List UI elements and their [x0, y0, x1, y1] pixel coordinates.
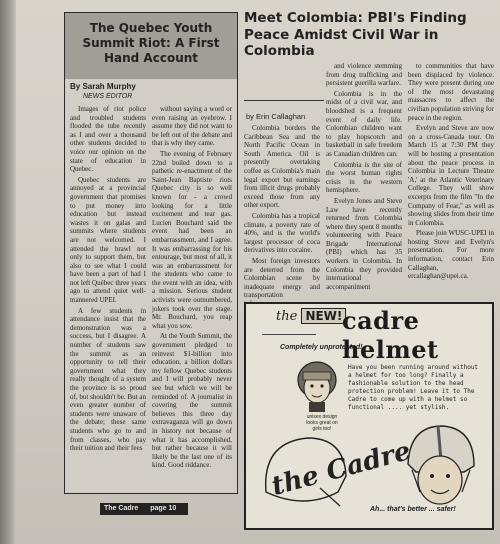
ad-the-new — [276, 309, 346, 324]
page-footer — [100, 503, 188, 515]
publication-name: The Cadre — [104, 505, 139, 512]
paragraph: Colombia borders the Caribbean Sea and the North Pacific Ocean in South America. Oil is presently overtaking coffee as Colombia's main legal export but earnings from illicit drugs probably exceed those from any other export. — [244, 124, 320, 210]
ad-ribbon — [262, 334, 316, 343]
paragraph: At the Youth Summit, the government pledged to reinvest $1-billion into education, a billion dollars my fellow Quebec students and I will probably never see but which we will be reminded of. A journalist in covering the summit believes this three day extravaganza will go down in history not because of what it has accomplished, but rather because it will likely be the last one of its kind. Good riddance. — [152, 332, 232, 470]
paragraph: The evening of February 22nd boiled down to a pathetic re-enactment of the Saint-Jean Baptiste riots Quebec city is so well known for - a crowd looking for a little excitement and tear gas. Lucien Bouchard said the event had been an embarrassment, and I agree. It was embarrassing for his entourage, but most of all, it was an embarrassment for the students who came to the event with an idea, with a mission. Serious student activists were outnumbered, jokers took over the stage. Mr. Bouchard, you reap what you sow. — [152, 149, 232, 330]
right-article-title: Meet Colombia: PBI's Finding Peace Amidst Civil War in Colombia — [244, 10, 467, 59]
page-binding-edge — [0, 0, 16, 544]
left-article-role: NEWS EDITOR — [83, 93, 133, 100]
girl-helmet-illustration — [294, 358, 340, 412]
paragraph: Evelyn Jones and Steve Law have recently returned from Colombia where they spent 8 months volunteering with Peace Brigade International (PBI) which has 35 workers in Colombia. In Colombia they provided international accompaniment — [326, 196, 402, 291]
page-number: page 10 — [150, 505, 177, 512]
left-article-column-2 — [152, 105, 232, 489]
paragraph: Quebec students are annoyed at a provincial government that promises to put money into education but instead wastes it on galas and summits where students are not welcomed. I attended the brawl not only to support them, but also to see what I could have been a part of had I not left Québec three years ago to attend quiet well-mannered UPEI. — [70, 175, 146, 305]
right-article-byline: by Erin Callaghan — [246, 112, 306, 121]
paragraph: and violence stemming from drug trafficking and persistent guerilla warfare. — [326, 62, 402, 88]
left-headline-panel — [65, 13, 237, 79]
byline-rule — [244, 100, 324, 101]
left-article-box — [64, 12, 238, 494]
paragraph: to communities that have been displaced by violence. They were present during one of the most devastating massacres to affect the civilian population striving for peace in the region. — [408, 62, 494, 122]
ad-product-name: cadre helmet — [342, 306, 439, 364]
left-article-column-1 — [70, 105, 146, 489]
ad-tagline: Completely unprotected! — [280, 344, 363, 351]
left-article-title: The Quebec Youth Summit Riot: A First Hand Account — [82, 21, 220, 65]
ad-caption: unisex design looks great on girls too! — [306, 414, 338, 432]
paragraph: Most foreign investors are deterred from the Colombian scene by inadequate energy and transportation — [244, 256, 320, 300]
right-article-column-2 — [326, 62, 402, 296]
left-article-byline: By Sarah Murphy — [70, 82, 136, 91]
paragraph: A few students in attendance insist that the demonstration was a success, but I disagree. A number of students saw the summit as an opportunity to tell their government what they really thought of a system the province is so proud of, but shouldn't be. But an even greater number of students were unaware of the debate; these same students who go to and from classes, who pay their tuition and their fees — [70, 306, 146, 453]
right-article-column-1 — [244, 124, 320, 300]
paragraph: Evelyn and Steve are now on a cross-Canada tour. On March 15 at 7:30 PM they will be hosting a presentation about the peace process in Colombia in Lecture Theatre 'A,' at the Atlantic Veterinary College. They will show excerpts from the film "In the Company of Fear," as well as showing slides from their time in Colombia. — [408, 124, 494, 227]
paragraph: without saying a word or even raising an eyebrow. I assume they did not want to be left out of the debate and that is why they came. — [152, 105, 232, 148]
paragraph: Please join WUSC-UPEI in hosting Steve and Evelyn's presentation. For more information, contact Erin Callaghan, ercallaghan@upei.ca. — [408, 229, 494, 281]
paragraph: Images of riot police and troubled students flooded the tube recently as I and over a thousand other students decided to voice our opinion on the state of education in Quebec. — [70, 105, 146, 174]
right-article-column-3 — [408, 62, 494, 296]
cadre-helmet-ad — [244, 302, 494, 530]
ad-pitch: Have you been running around without a helmet for too long? Finally a fashionable solution to the head protection problem! Leave it to The Cadre to come up with a helmet so functional .... yet stylish. — [348, 364, 479, 411]
ad-new-badge: NEW! — [301, 308, 346, 324]
paragraph: Colombia is in the midst of a civil war, and bloodshed is a frequent event of daily life. Colombian children want to play hopscotch and basketball in safe freedom as Canadian children can. — [326, 89, 402, 158]
ad-logo: the Cadre — [268, 436, 414, 502]
paragraph: Colombia has a tropical climate, a poverty rate of 40%, and is the world's largest processor of coca derivatives into cocaine. — [244, 211, 320, 255]
ad-closing-line: Ah... that's better ... safer! — [370, 506, 456, 513]
ad-the: the — [276, 309, 298, 324]
paragraph: Colombia is the site of the worst human rights crisis in the western hemisphere. — [326, 160, 402, 195]
